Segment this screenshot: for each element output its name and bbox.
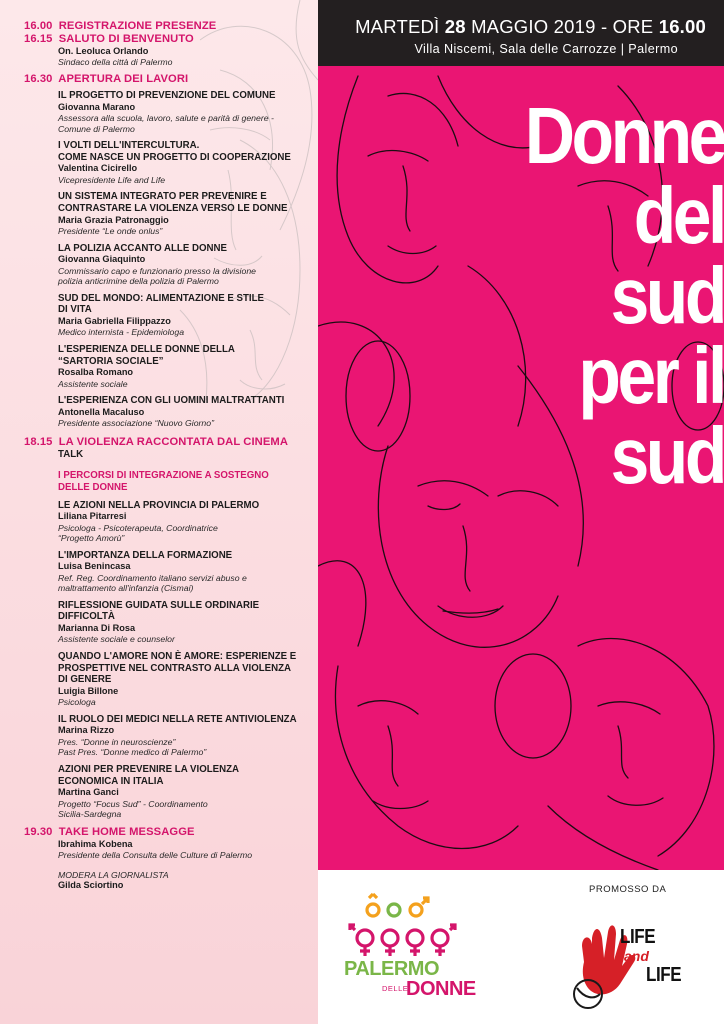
speaker-role: Assessora alla scuola, lavoro, salute e parità di genere - bbox=[58, 113, 274, 123]
talk-title: DI VITA bbox=[58, 304, 92, 316]
talk-item bbox=[58, 764, 314, 820]
speaker-name: Rosalba Romano bbox=[58, 367, 134, 378]
speaker-role: Presidente associazione “Nuovo Giorno” bbox=[58, 418, 214, 429]
talk-title: LE AZIONI NELLA PROVINCIA DI PALERMO bbox=[58, 499, 260, 511]
talk-item bbox=[58, 243, 314, 287]
moderator-name: Gilda Sciortino bbox=[58, 880, 124, 891]
talk-item bbox=[58, 191, 314, 236]
talk-title: DIFFICOLTÀ bbox=[58, 611, 115, 623]
talk-title: I VOLTI DELL'INTERCULTURA. bbox=[58, 140, 200, 152]
talk-item bbox=[58, 550, 314, 594]
speaker-name: Ibrahima Kobena bbox=[58, 838, 133, 849]
speaker-role: Assistente sociale bbox=[58, 378, 128, 389]
speaker-name: Valentina Cicirello bbox=[58, 163, 138, 174]
talk-title: SUD DEL MONDO: ALIMENTAZIONE E STILE bbox=[58, 292, 264, 304]
speaker-role: Psicologa bbox=[58, 697, 96, 708]
speaker-role: Commissario capo e funzionario presso la divisione bbox=[58, 265, 256, 276]
section-take-home: 19.30 TAKE HOME MESSAGGE bbox=[24, 825, 195, 838]
speaker-name: Luisa Benincasa bbox=[58, 561, 131, 572]
event-title bbox=[524, 91, 724, 500]
speaker-role: “Progetto Amorù” bbox=[58, 533, 125, 544]
speaker-role: Past Pres. “Donne medico di Palermo” bbox=[58, 747, 207, 758]
section-registrazione: 16.00 REGISTRAZIONE PRESENZE bbox=[24, 20, 217, 32]
sponsor-footer bbox=[318, 870, 724, 1024]
talk-title: IL PROGETTO DI PREVENZIONE DEL COMUNE bbox=[58, 90, 276, 101]
title-line: sud bbox=[610, 411, 724, 500]
talk-item bbox=[58, 293, 314, 338]
speaker-role: Psicologa - Psicoterapeuta, Coordinatrice bbox=[58, 522, 218, 533]
talk-title: PROSPETTIVE NEL CONTRASTO ALLA VIOLENZA bbox=[58, 662, 292, 674]
speaker-role: Progetto “Focus Sud” - Coordinamento bbox=[58, 798, 208, 809]
speaker-name: On. Leoluca Orlando bbox=[58, 46, 149, 56]
speaker-name: Giovanna Marano bbox=[58, 101, 136, 112]
speaker-role: polizia anticrimine della polizia di Palermo bbox=[58, 276, 219, 287]
speaker-name: Marianna Di Rosa bbox=[58, 623, 136, 634]
event-date-bar bbox=[318, 0, 724, 66]
talk-item bbox=[58, 500, 314, 544]
talk-title: DI GENERE bbox=[58, 674, 112, 686]
talk-title: L'IMPORTANZA DELLA FORMAZIONE bbox=[58, 549, 233, 561]
talk-title: “SARTORIA SOCIALE” bbox=[58, 355, 164, 367]
speaker-name: Martina Ganci bbox=[58, 787, 119, 798]
event-date: MARTEDÌ 28 MAGGIO 2019 - ORE 16.00 bbox=[355, 16, 706, 37]
take-home-speaker bbox=[58, 839, 314, 861]
moderator-label: MODERA LA GIORNALISTA bbox=[58, 869, 169, 880]
moderator bbox=[58, 870, 314, 892]
talk-title: CONTRASTARE LA VIOLENZA VERSO LE DONNE bbox=[58, 202, 288, 214]
talk-title: L'ESPERIENZA CON GLI UOMINI MALTRATTANTI bbox=[58, 395, 285, 407]
section-cinema: 18.15 LA VIOLENZA RACCONTATA DAL CINEMA bbox=[24, 435, 289, 448]
section-apertura: 16.30 APERTURA DEI LAVORI bbox=[24, 73, 189, 85]
title-line: Donne bbox=[524, 91, 724, 180]
talk-item bbox=[58, 140, 314, 185]
talk-title: RIFLESSIONE GUIDATA SULLE ORDINARIE bbox=[58, 599, 260, 611]
subsection-title: DELLE DONNE bbox=[58, 481, 128, 493]
speaker-role: Vicepresidente Life and Life bbox=[58, 174, 166, 185]
speaker-name: Luigia Billone bbox=[58, 685, 119, 696]
speaker-role: Ref. Reg. Coordinamento italiano servizi abuso e bbox=[58, 572, 247, 583]
talk-item bbox=[58, 714, 314, 758]
talk-title: L'ESPERIENZA DELLE DONNE DELLA bbox=[58, 343, 235, 355]
talk-title: ECONOMICA IN ITALIA bbox=[58, 775, 164, 787]
logo-text: and bbox=[624, 948, 649, 964]
talk-title: UN SISTEMA INTEGRATO PER PREVENIRE E bbox=[58, 191, 267, 203]
talk-label: TALK bbox=[58, 448, 84, 460]
speaker-name: Marina Rizzo bbox=[58, 725, 115, 736]
logo-text: PALERMO bbox=[344, 958, 440, 980]
talk-item bbox=[58, 395, 314, 429]
talk-item bbox=[58, 344, 314, 389]
event-venue: Villa Niscemi, Sala delle Carrozze | Palermo bbox=[414, 42, 678, 56]
speaker-role: Presidente “Le onde onlus” bbox=[58, 225, 163, 236]
talk-item bbox=[58, 600, 314, 645]
talk-title: IL RUOLO DEI MEDICI NELLA RETE ANTIVIOLENZA bbox=[58, 713, 297, 725]
speaker-role: Sindaco della città di Palermo bbox=[58, 57, 173, 68]
speaker-role: Assistente sociale e counselor bbox=[58, 634, 175, 645]
speaker-role: Medico internista - Epidemiologa bbox=[58, 327, 185, 338]
logo-text: LIFE bbox=[646, 964, 682, 986]
speaker-name: Maria Gabriella Filippazzo bbox=[58, 315, 171, 326]
logo-text: DONNE bbox=[406, 978, 476, 1000]
speaker-role: Presidente della Consulta delle Culture di Palermo bbox=[58, 850, 253, 861]
title-line: del bbox=[633, 171, 724, 260]
speaker-role: Sicilia-Sardegna bbox=[58, 809, 122, 820]
subsection-percorsi bbox=[58, 470, 314, 493]
talk-item bbox=[58, 90, 314, 134]
speaker-role: maltrattamento all'infanzia (Cismai) bbox=[58, 583, 194, 594]
subsection-title: I PERCORSI DI INTEGRAZIONE A SOSTEGNO bbox=[58, 470, 269, 482]
program-column bbox=[0, 0, 318, 1024]
title-line: sud bbox=[610, 251, 724, 340]
talk-title: COME NASCE UN PROGETTO DI COOPERAZIONE bbox=[58, 151, 291, 163]
speaker-name: Giovanna Giaquinto bbox=[58, 254, 146, 265]
talk-title: AZIONI PER PREVENIRE LA VIOLENZA bbox=[58, 764, 240, 776]
talk-item bbox=[58, 651, 314, 708]
speaker-role: Comune di Palermo bbox=[58, 123, 135, 134]
section-saluto: 16.15 SALUTO DI BENVENUTO bbox=[24, 33, 194, 45]
title-line: per il bbox=[578, 331, 724, 420]
saluto-speaker bbox=[58, 46, 314, 68]
cinema-talk bbox=[58, 449, 314, 461]
hero-panel bbox=[318, 66, 724, 870]
speaker-role: Pres. “Donne in neuroscienze” bbox=[58, 736, 176, 747]
speaker-name: Liliana Pitarresi bbox=[58, 511, 127, 522]
talk-title: QUANDO L'AMORE NON È AMORE: ESPERIENZE E bbox=[58, 651, 297, 663]
promoter-label: PROMOSSO DA bbox=[589, 884, 667, 895]
logo-text: LIFE bbox=[620, 926, 656, 948]
talk-title: LA POLIZIA ACCANTO ALLE DONNE bbox=[58, 242, 227, 254]
logo-text: DELLE bbox=[382, 984, 409, 993]
speaker-name: Antonella Macaluso bbox=[58, 406, 145, 417]
speaker-name: Maria Grazia Patronaggio bbox=[58, 214, 169, 225]
